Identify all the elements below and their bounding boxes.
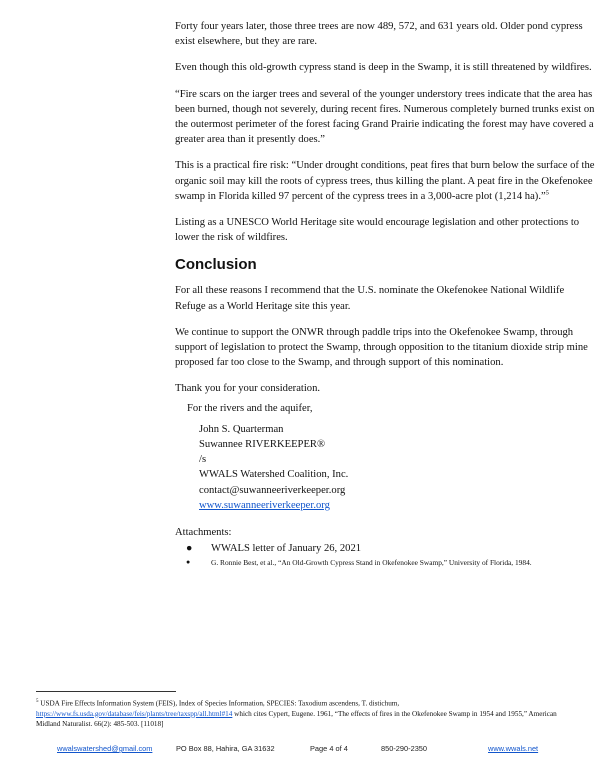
footer-address: PO Box 88, Hahira, GA 31632: [176, 744, 275, 753]
closing-line: For the rivers and the aquifer,: [187, 402, 313, 414]
signature-name: John S. Quarterman: [199, 423, 284, 435]
footnote-text-2: which cites Cypert, Eugene. 1961, “The effects of fires in the Okefenokee Swamp in 1954 and 1955,” American Midland Naturalist. 66(2): 485-503. [11018]: [36, 709, 557, 728]
signature-slash: /s: [199, 454, 207, 466]
footnote-number: 5: [36, 699, 39, 704]
attachments-list: [175, 541, 595, 569]
conclusion-heading: Conclusion: [175, 256, 257, 274]
signature-website-link[interactable]: www.suwanneeriverkeeper.org: [199, 499, 330, 511]
attachment-item: [175, 556, 595, 569]
body-column: [175, 19, 595, 569]
paragraph-wildfire-threat: Even though this old-growth cypress stand is deep in the Swamp, it is still threatened by wildfires.: [175, 62, 592, 74]
footer-email-link[interactable]: wwalswatershed@gmail.com: [57, 744, 153, 753]
footnote-text-1: USDA Fire Effects Information System (FEIS), Index of Species Information, SPECIES: Taxodium ascendens, T. distichum,: [40, 699, 400, 708]
footer-website-link[interactable]: www.wwals.net: [488, 744, 539, 753]
fire-risk-text: This is a practical fire risk: “Under drought conditions, peat fires that burn below the surface of the organic soil may kill the roots of cypress trees, thus killing the plant. A peat fire in the Okefenokee swamp in Florida killed 97 percent of the cypress trees in a 3,000-acre plot (1,214 ha).”: [175, 160, 595, 202]
footnote: [36, 697, 581, 729]
paragraph-support: We continue to support the ONWR through paddle trips into the Okefenokee Swamp, through support of legislation to protect the Swamp, through opposition to the titanium dioxide strip mine proposed far too close to the Swamp, and through support of this nomination.: [175, 326, 588, 369]
signature-org: WWALS Watershed Coalition, Inc.: [199, 469, 349, 481]
paragraph-tree-ages: Forty four years later, those three trees are now 489, 572, and 631 years old. Older pond cypress exist elsewhere, but they are rare.: [175, 21, 583, 48]
signature-email: contact@suwanneeriverkeeper.org: [199, 484, 346, 496]
footnote-divider: [36, 691, 176, 692]
signature-block: [199, 422, 595, 513]
footnote-url-link[interactable]: https://www.fs.usda.gov/database/feis/plants/tree/taxspp/all.html#14: [36, 709, 233, 718]
signature-title: Suwannee RIVERKEEPER®: [199, 439, 326, 451]
paragraph-fire-scars-quote: “Fire scars on the iarger trees and several of the younger understory trees indicate that the area has been burned, though not severely, during recent fires. Numerous completely burned trunks exist on the outermost perimeter of the forest facing Grand Prairie indicating the forest may have covered a greater area than it presently does.”: [175, 88, 595, 146]
paragraph-unesco-listing: Listing as a UNESCO World Heritage site would encourage legislation and other protections to lower the risk of wildfires.: [175, 217, 580, 244]
attachment-item-text: WWALS letter of January 26, 2021: [211, 543, 362, 555]
footer-phone: 850-290-2350: [381, 744, 428, 753]
paragraph-recommendation: For all these reasons I recommend that the U.S. nominate the Okefenokee National Wildlife Refuge as a World Heritage site this year.: [175, 285, 565, 312]
footnote-reference[interactable]: 5: [545, 189, 549, 197]
bullet-icon: ●: [186, 543, 193, 555]
paragraph-fire-risk: [175, 158, 595, 204]
footer-page-number: Page 4 of 4: [310, 744, 348, 753]
bullet-icon: ●: [186, 558, 191, 567]
thanks-line: Thank you for your consideration.: [175, 383, 321, 395]
attachment-item-text: G. Ronnie Best, et al., “An Old-Growth Cypress Stand in Okefenokee Swamp,” University of Florida, 1984.: [211, 558, 532, 568]
attachment-item: [175, 541, 595, 556]
attachments-label: Attachments:: [175, 527, 232, 539]
